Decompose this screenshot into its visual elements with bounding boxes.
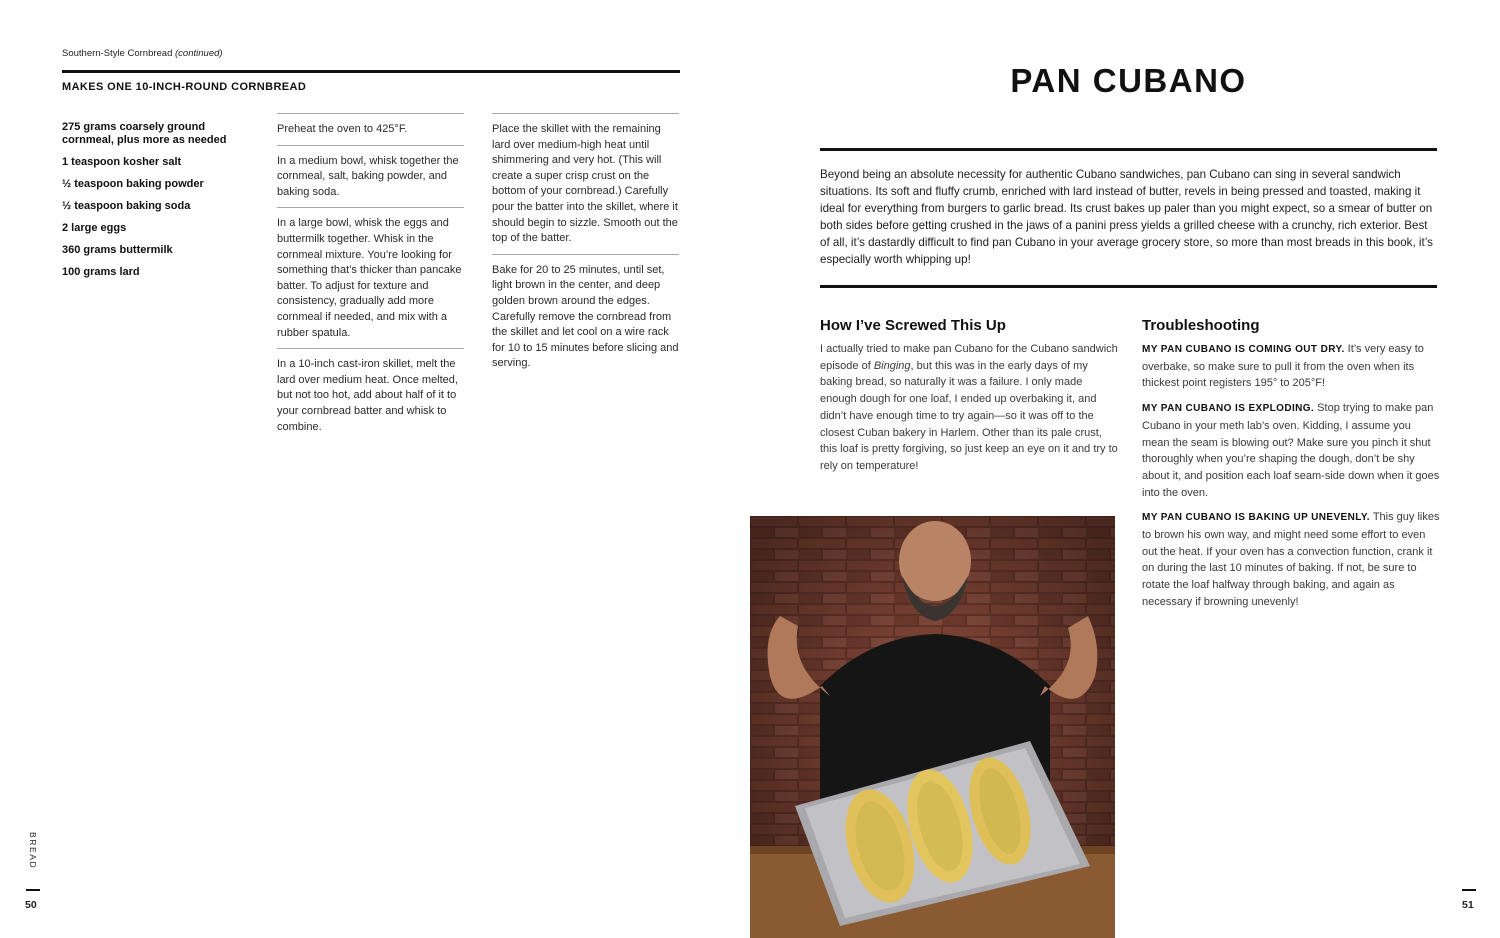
method-step: In a large bowl, whisk the eggs and buttermilk together. Whisk in the cornmeal mixture. You’re looking for something that’s thicker than pancake batter. To adjust for texture and consistency, gradually add more cornmeal if needed, and mix with a rubber spatula. — [277, 207, 464, 348]
ingredient-item: 100 grams lard — [62, 266, 140, 278]
screwed-up-text — [820, 341, 1118, 475]
ingredient-item: 1 teaspoon kosher salt — [62, 156, 182, 168]
recipe-title: PAN CUBANO — [1010, 62, 1247, 99]
section-label-text: BREAD — [28, 832, 38, 870]
method-column-1 — [277, 113, 464, 442]
method-step: In a medium bowl, whisk together the cornmeal, salt, baking powder, and baking soda. — [277, 145, 464, 208]
ingredient-item: ½ teaspoon baking soda — [62, 200, 191, 212]
header-rule — [62, 70, 680, 73]
show-title: Binging — [873, 359, 911, 372]
running-head-title: Southern-Style Cornbread — [62, 48, 173, 59]
section-label — [26, 832, 40, 872]
ingredient-item: 2 large eggs — [62, 222, 127, 234]
recipe-yield: MAKES ONE 10-INCH-ROUND CORNBREAD — [62, 81, 307, 93]
baker-photo-illustration — [750, 516, 1115, 938]
troubleshooting-lead: MY PAN CUBANO IS EXPLODING. — [1142, 403, 1315, 415]
running-head — [62, 48, 223, 59]
method-step: Preheat the oven to 425°F. — [277, 113, 464, 145]
troubleshooting-lead: MY PAN CUBANO IS BAKING UP UNEVENLY. — [1142, 512, 1370, 524]
folio-rule-right — [1462, 889, 1476, 891]
baker-photo — [750, 516, 1115, 938]
folio-rule-left — [26, 889, 40, 891]
troubleshooting-item — [1142, 509, 1440, 610]
method-step: Place the skillet with the remaining lard over medium-high heat until shimmering and very hot. (This will create a super crisp crust on the bottom of your cornbread.) Carefully pour the batter into the skillet, where it should begin to sizzle. Smooth out the top of the batter. — [492, 113, 679, 254]
screwed-up-text-part: I actually tried to make pan Cubano for the Cubano sandwich episode of — [820, 343, 1118, 372]
title-rule — [820, 148, 1437, 151]
troubleshooting-text: Stop trying to make pan Cubano in your meth lab’s oven. Kidding, I assume you mean the seam is blowing out? Make sure you pinch it shut thoroughly when you’re shaping the dough, don’t be shy about it, and position each loaf seam-side down when it goes into the oven. — [1142, 402, 1440, 499]
troubleshooting-item — [1142, 400, 1440, 501]
troubleshooting-list — [1142, 341, 1440, 619]
ingredient-item: 360 grams buttermilk — [62, 244, 173, 256]
troubleshooting-lead: MY PAN CUBANO IS COMING OUT DRY. — [1142, 344, 1345, 355]
ingredient-item: 275 grams coarsely ground cornmeal, plus more as needed — [62, 121, 227, 146]
intro-rule — [820, 285, 1437, 288]
method-step: In a 10-inch cast-iron skillet, melt the lard over medium heat. Once melted, but not too hot, add about half of it to your cornbread batter and whisk to combine. — [277, 348, 464, 442]
running-head-continued: (continued) — [175, 48, 223, 59]
troubleshooting-heading: Troubleshooting — [1142, 317, 1260, 334]
page-number-right: 51 — [1462, 899, 1474, 911]
screwed-up-heading: How I’ve Screwed This Up — [820, 317, 1006, 334]
method-step: Bake for 20 to 25 minutes, until set, light brown in the center, and deep golden brown around the edges. Carefully remove the cornbread from the skillet and let cool on a wire rack for 10 to 15 minutes before slicing and serving. — [492, 254, 679, 379]
recipe-intro: Beyond being an absolute necessity for authentic Cubano sandwiches, pan Cubano can sing in several sandwich situations. Its soft and fluffy crumb, enriched with lard instead of butter, revels in being pressed and toasted, making it ideal for everything from burgers to garlic bread. Its crust bakes up paler than you might expect, so a smear of butter on both sides before getting crushed in the jaws of a panini press yields a grilled cheese with a crunchy, rich exterior. Best of all, it’s dastardly difficult to find pan Cubano in your average grocery store, so more than most breads in this book, it’s especially worth whipping up! — [820, 168, 1433, 266]
page-number-left: 50 — [25, 899, 37, 911]
troubleshooting-text: It’s very easy to overbake, so make sure to pull it from the oven when its thickest point registers 195° to 205°F! — [1142, 343, 1424, 390]
method-column-2 — [492, 113, 679, 379]
screwed-up-text-part: , but this was in the early days of my baking bread, so naturally it was a failure. I only made enough dough for one loaf, I ended up overbaking it, and didn’t have enough time to try again—so it was off to the closest Cuban bakery in Harlem. Other than its pale crust, this loaf is pretty forgiving, so just keep an eye on it and try to rely on temperature! — [820, 359, 1118, 472]
ingredient-item: ½ teaspoon baking powder — [62, 178, 204, 190]
troubleshooting-text: This guy likes to brown his own way, and might need some effort to even out the heat. If your oven has a convection function, crank it on during the last 10 minutes of baking. If not, be sure to rotate the loaf halfway through baking, and again as necessary if browning unevenly! — [1142, 511, 1440, 608]
troubleshooting-item — [1142, 341, 1440, 392]
ingredient-list — [62, 121, 252, 288]
